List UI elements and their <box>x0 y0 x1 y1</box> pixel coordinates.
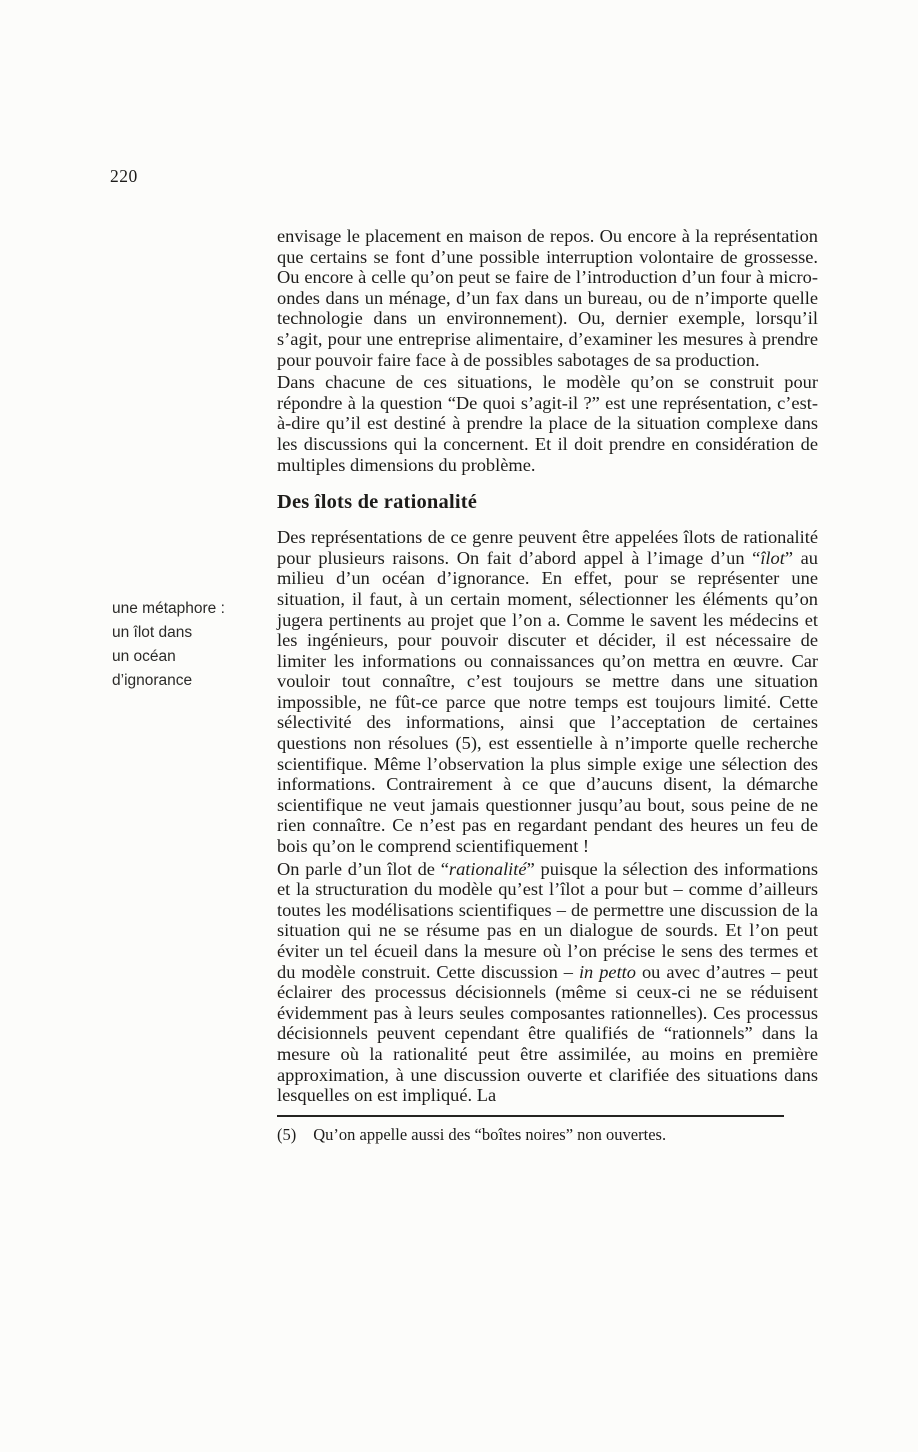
paragraph-continuation: envisage le placement en maison de repos. Ou encore à la représentation que certains se font d’une possible interruption volontaire de grossesse. Ou encore à celle qu’on peut se faire de l’introduction d’un four à micro-ondes dans un ménage, d’un fax dans un bureau, ou de n’importe quelle technologie dans un environnement). Ou, dernier exemple, lorsqu’il s’agit, pour une entreprise alimentaire, d’examiner les mesures à prendre pour pouvoir faire face à de possibles sabotages de sa production. <box>277 226 818 370</box>
margin-note-line: un océan <box>112 648 176 665</box>
footnote-marker: (5) <box>277 1124 297 1144</box>
footnote-text: Qu’on appelle aussi des “boîtes noires” non ouvertes. <box>313 1124 667 1144</box>
section-heading: Des îlots de rationalité <box>277 491 478 514</box>
footnote-rule <box>277 1115 784 1117</box>
margin-note-line: une métaphore : <box>112 600 225 617</box>
page-number: 220 <box>110 166 138 186</box>
paragraph: On parle d’un îlot de “rationalité” puisque la sélection des informations et la structuration du modèle qu’est l’îlot a pour but – comme d’ailleurs toutes les modélisations scientifiques – de permettre une discussion de la situation qui ne se résume pas en un dialogue de sourds. Et l’on peut éviter un tel écueil dans la mesure où l’on précise le sens des termes et du modèle construit. Cette discussion – in petto ou avec d’autres – peut éclairer des processus décisionnels (même si ceux-ci ne se réduisent évidemment pas à leurs seules composantes rationnelles). Ces processus décisionnels peuvent cependant être qualifiés de “rationnels” dans la mesure où la rationalité peut être assimilée, au moins en première approximation, à une discussion ouverte et clarifiée des situations dans lesquelles on est impliqué. La <box>277 858 818 1106</box>
paragraph: Des représentations de ce genre peuvent être appelées îlots de rationalité pour plusieurs raisons. On fait d’abord appel à l’image d’un “îlot” au milieu d’un océan d’ignorance. En effet, pour se représenter une situation, il faut, à un certain moment, sélectionner les éléments qu’on jugera pertinents au projet que l’on a. Comme le savent les médecins et les ingénieurs, pour pouvoir discuter et décider, il est nécessaire de limiter les informations ou connaissances qu’on mettra en œuvre. Car vouloir tout connaître, c’est toujours se mettre dans une situation impossible, ne fût-ce parce que notre temps est toujours limité. Cette sélectivité des informations, ainsi que l’acceptation de certaines questions non résolues (5), est essentielle à n’importe quelle recherche scientifique. Même l’observation la plus simple exige une sélection des informations. Contrairement à ce que d’aucuns disent, la démarche scientifique ne veut jamais questionner jusqu’au bout, sous peine de ne rien connaître. Ce n’est pas en regardant pendant des heures un feu de bois qu’on le comprend scientifiquement ! <box>277 527 818 857</box>
paragraph: Dans chacune de ces situations, le modèle qu’on se construit pour répondre à la question “De quoi s’agit-il ?” est une représentation, c’est-à-dire qu’il est destiné à prendre la place de la situation complexe dans les discussions qui la concernent. Et il doit prendre en considération de multiples dimensions du problème. <box>277 372 818 475</box>
margin-note-line: un îlot dans <box>112 624 193 641</box>
footnote <box>277 1115 818 1145</box>
footnote-line <box>277 1125 818 1145</box>
text-column <box>277 226 818 1145</box>
margin-note <box>112 597 272 693</box>
margin-note-line: d’ignorance <box>112 672 193 689</box>
